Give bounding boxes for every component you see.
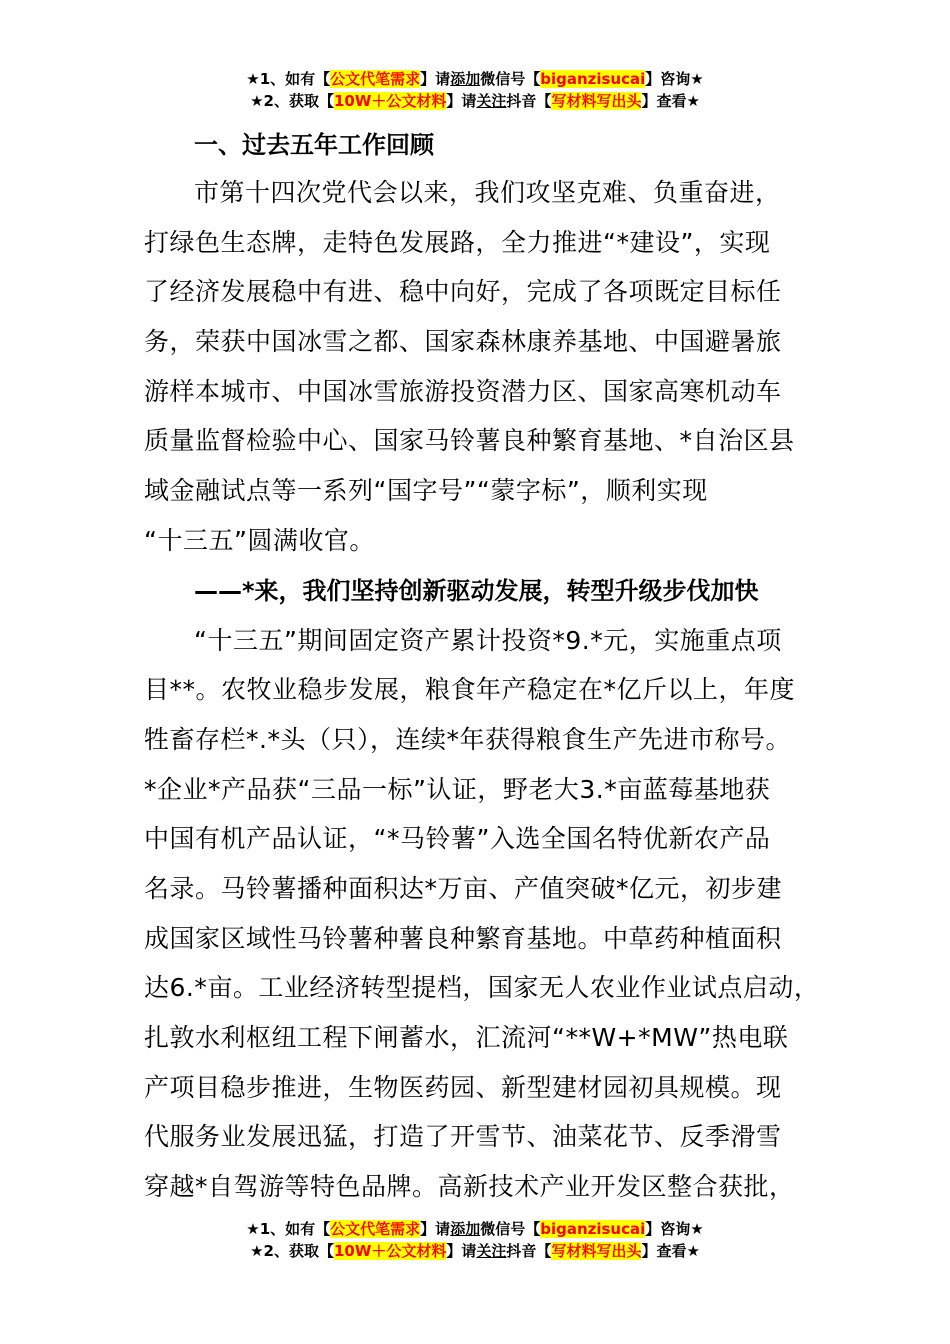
banner-text: 微信号【: [480, 1220, 541, 1238]
text-line: 游样本城市、中国冰雪旅游投资潜力区、国家高寒机动车: [144, 376, 782, 406]
banner-text: 】请: [420, 1220, 451, 1238]
paragraph-1: [144, 168, 808, 566]
banner-text: ★1、如有【: [246, 70, 331, 88]
banner-highlight: 公文代笔需求: [330, 70, 421, 88]
section-heading: 一、过去五年工作回顾: [194, 131, 434, 159]
banner-text: 】咨询★: [645, 70, 704, 88]
text-line: 市第十四次党代会以来，我们攻坚克难、负重奋进，: [194, 178, 781, 207]
sub-heading: ——*来，我们坚持创新驱动发展，转型升级步伐加快: [194, 576, 759, 605]
text-line: 中国有机产品认证，“*马铃薯”入选全国名特优新农产品: [144, 824, 771, 854]
text-line: 目**。农牧业稳步发展，粮食年产稳定在*亿斤以上，年度: [144, 675, 796, 705]
banner-underlined: 添加: [450, 70, 481, 88]
banner-text: ★2、获取【: [250, 1242, 334, 1260]
banner-line-2: [0, 90, 950, 112]
text-line: “十三五”期间固定资产累计投资*9.*元，实施重点项: [194, 625, 782, 655]
banner-line-1: [0, 1218, 950, 1240]
banner-text: 抖音【: [506, 92, 552, 110]
text-line: 达6.*亩。工业经济转型提档，国家无人农业作业试点启动，: [144, 973, 820, 1003]
banner-text: 】请: [446, 1242, 477, 1260]
banner-text: 】请: [446, 92, 477, 110]
douyin-id-highlight: 写材料写出头: [551, 1242, 642, 1260]
text-line: 牲畜存栏*.*头（只），连续*年获得粮食生产先进市称号。: [144, 724, 791, 754]
banner-line-1: [0, 68, 950, 90]
text-line: 了经济发展稳中有进、稳中向好，完成了各项既定目标任: [144, 277, 782, 307]
paragraph-2: [144, 616, 820, 1212]
banner-text: ★1、如有【: [246, 1220, 331, 1238]
header-banner: [0, 68, 950, 112]
text-line: 成国家区域性马铃薯种薯良种繁育基地。中草药种植面积: [144, 923, 782, 953]
footer-banner: [0, 1218, 950, 1262]
text-line: 产项目稳步推进，生物医药园、新型建材园初具规模。现: [144, 1072, 782, 1102]
text-line: *企业*产品获“三品一标”认证，野老大3.*亩蓝莓基地获: [144, 774, 771, 804]
banner-text: 微信号【: [480, 70, 541, 88]
banner-line-2: [0, 1240, 950, 1262]
text-line: 打绿色生态牌，走特色发展路，全力推进“*建设”，实现: [144, 227, 771, 257]
wechat-id-highlight: biganzisucai: [540, 1220, 646, 1238]
banner-underlined: 添加: [450, 1220, 481, 1238]
text-line: 名录。马铃薯播种面积达*万亩、产值突破*亿元，初步建: [144, 873, 783, 903]
document-body: [144, 122, 820, 1212]
text-line: “十三五”圆满收官。: [144, 525, 375, 555]
text-line: 扎敦水利枢纽工程下闸蓄水，汇流河“**W+*MW”热电联: [144, 1023, 789, 1052]
text-line: 代服务业发展迅猛，打造了开雪节、油菜花节、反季滑雪: [144, 1122, 782, 1152]
banner-highlight: 10W＋公文材料: [333, 92, 447, 110]
banner-text: 】咨询★: [645, 1220, 704, 1238]
banner-text: 】查看★: [641, 1242, 700, 1260]
banner-highlight: 10W＋公文材料: [333, 1242, 447, 1260]
douyin-id-highlight: 写材料写出头: [551, 92, 642, 110]
banner-text: 】请: [420, 70, 451, 88]
banner-underlined: 关注: [476, 1242, 507, 1260]
text-line: 务，荣获中国冰雪之都、国家森林康养基地、中国避暑旅: [144, 327, 782, 357]
text-line: 域金融试点等一系列“国字号”“蒙字标”，顺利实现: [144, 476, 708, 506]
wechat-id-highlight: biganzisucai: [540, 70, 646, 88]
text-line: 穿越*自驾游等特色品牌。高新技术产业开发区整合获批，: [144, 1172, 795, 1202]
banner-highlight: 公文代笔需求: [330, 1220, 421, 1238]
banner-text: 】查看★: [641, 92, 700, 110]
banner-text: 抖音【: [506, 1242, 552, 1260]
banner-text: ★2、获取【: [250, 92, 334, 110]
banner-underlined: 关注: [476, 92, 507, 110]
text-line: 质量监督检验中心、国家马铃薯良种繁育基地、*自治区县: [144, 426, 795, 456]
